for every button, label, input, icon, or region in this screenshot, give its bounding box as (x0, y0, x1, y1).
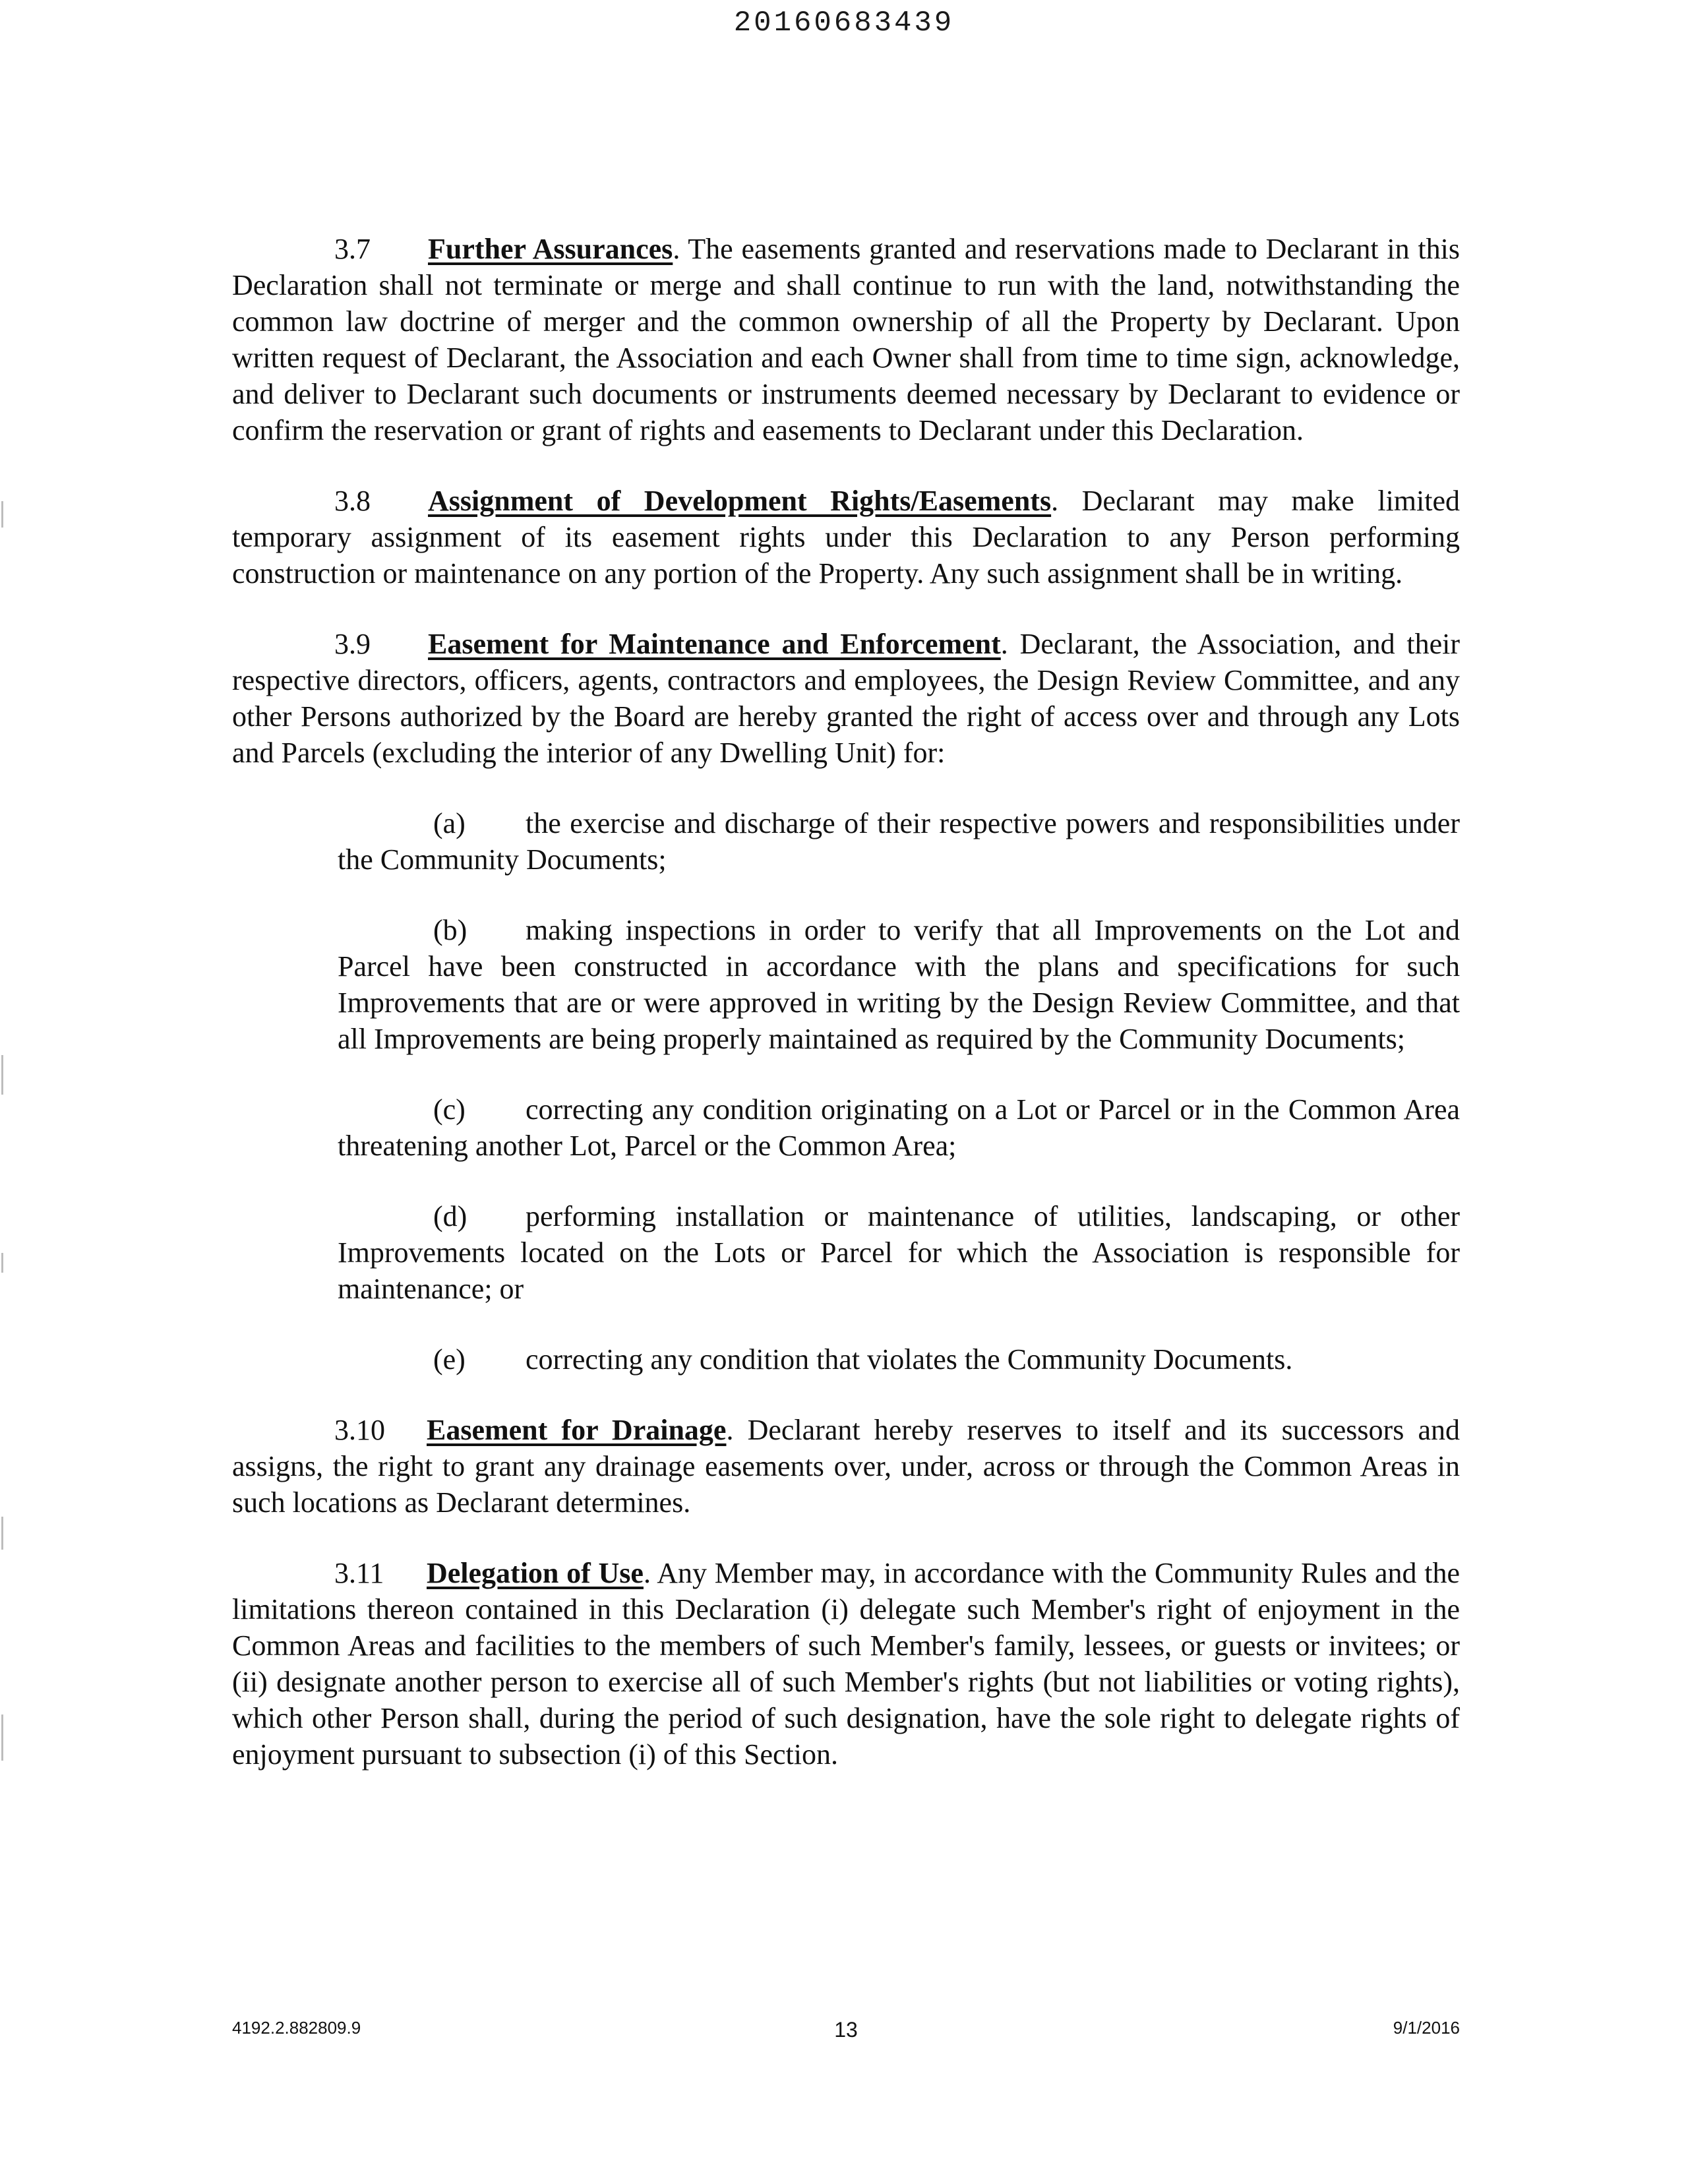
section-number: 3.9 (334, 628, 371, 660)
section-3-9 (232, 626, 1460, 771)
section-number: 3.11 (334, 1557, 384, 1589)
subitem-d (338, 1198, 1460, 1307)
subitem-text: correcting any condition originating on a Lot or Parcel or in the Common Area threatening another Lot, Parcel or the Common Area; (338, 1093, 1460, 1162)
subitem-text: correcting any condition that violates the Community Documents. (526, 1343, 1293, 1376)
page-number: 13 (834, 2018, 858, 2042)
section-heading: Easement for Maintenance and Enforcement (428, 628, 1001, 660)
section-text: . Any Member may, in accordance with the Community Rules and the limitations thereon contained in this Declaration (i) delegate such Member's right of enjoyment in the Common Areas and facilities to the members of such Member's family, lessees, or guests or invitees; or (ii) designate another person to exercise all of such Member's rights (but not liabilities or voting rights), which other Person shall, during the period of such designation, have the sole right to delegate rights of enjoyment pursuant to subsection (i) of this Section. (232, 1557, 1460, 1771)
subitem-e (338, 1341, 1460, 1378)
section-3-7 (232, 231, 1460, 448)
document-date: 9/1/2016 (1393, 2018, 1460, 2038)
section-3-10 (232, 1412, 1460, 1521)
document-id: 4192.2.882809.9 (232, 2018, 361, 2038)
subitem-text: the exercise and discharge of their respective powers and responsibilities under the Community Documents; (338, 807, 1460, 876)
scan-mark (1, 1055, 3, 1095)
section-text: . The easements granted and reservations made to Declarant in this Declaration shall not terminate or merge and shall continue to run with the land, notwithstanding the common law doctrine of merger and the common ownership of all the Property by Declarant. Upon written request of Declarant, the Association and each Owner shall from time to time sign, acknowledge, and deliver to Declarant such documents or instruments deemed necessary by Declarant to evidence or confirm the reservation or grant of rights and easements to Declarant under this Declaration. (232, 233, 1460, 446)
subitem-label: (a) (433, 807, 466, 839)
section-heading: Easement for Drainage (427, 1414, 727, 1446)
subitem-label: (e) (433, 1343, 466, 1376)
subitem-text: performing installation or maintenance of utilities, landscaping, or other Improvements located on the Lots or Parcel for which the Association is responsible for maintenance; or (338, 1200, 1460, 1305)
section-text: . Declarant, the Association, and their respective directors, officers, agents, contractors and employees, the Design Review Committee, and any other Persons authorized by the Board are hereby granted the right of access over and through any Lots and Parcels (excluding the interior of any Dwelling Unit) for: (232, 628, 1461, 769)
scan-mark (1, 501, 3, 528)
section-text: . Declarant may make limited temporary assignment of its easement rights under this Declaration to any Person performing construction or maintenance on any portion of the Property. Any such assignment shall be in writing. (232, 485, 1461, 590)
section-heading: Assignment of Development Rights/Easements (428, 485, 1052, 517)
subitem-c (338, 1091, 1460, 1164)
section-number: 3.8 (334, 485, 371, 517)
subitem-label: (b) (433, 914, 467, 946)
subitem-label: (d) (433, 1200, 467, 1232)
section-3-8 (232, 483, 1460, 592)
section-number: 3.10 (334, 1414, 385, 1446)
subitem-label: (c) (433, 1093, 466, 1126)
section-number: 3.7 (334, 233, 371, 265)
scan-mark (1, 1517, 3, 1550)
section-heading: Further Assurances (428, 233, 673, 265)
subitem-a (338, 805, 1460, 878)
subitem-b (338, 912, 1460, 1057)
section-3-11 (232, 1555, 1460, 1773)
document-body (232, 231, 1460, 1807)
scan-mark (1, 1253, 3, 1273)
scan-mark (1, 1714, 3, 1761)
section-heading: Delegation of Use (427, 1557, 644, 1589)
recording-number: 20160683439 (733, 7, 955, 40)
section-text: . Declarant hereby reserves to itself and its successors and assigns, the right to grant any drainage easements over, under, across or through the Common Areas in such locations as Declarant determines. (232, 1414, 1460, 1519)
subitem-text: making inspections in order to verify that all Improvements on the Lot and Parcel have been constructed in accordance with the plans and specifications for such Improvements that are or were approved in writing by the Design Review Committee, and that all Improvements are being properly maintained as required by the Community Documents; (338, 914, 1460, 1055)
